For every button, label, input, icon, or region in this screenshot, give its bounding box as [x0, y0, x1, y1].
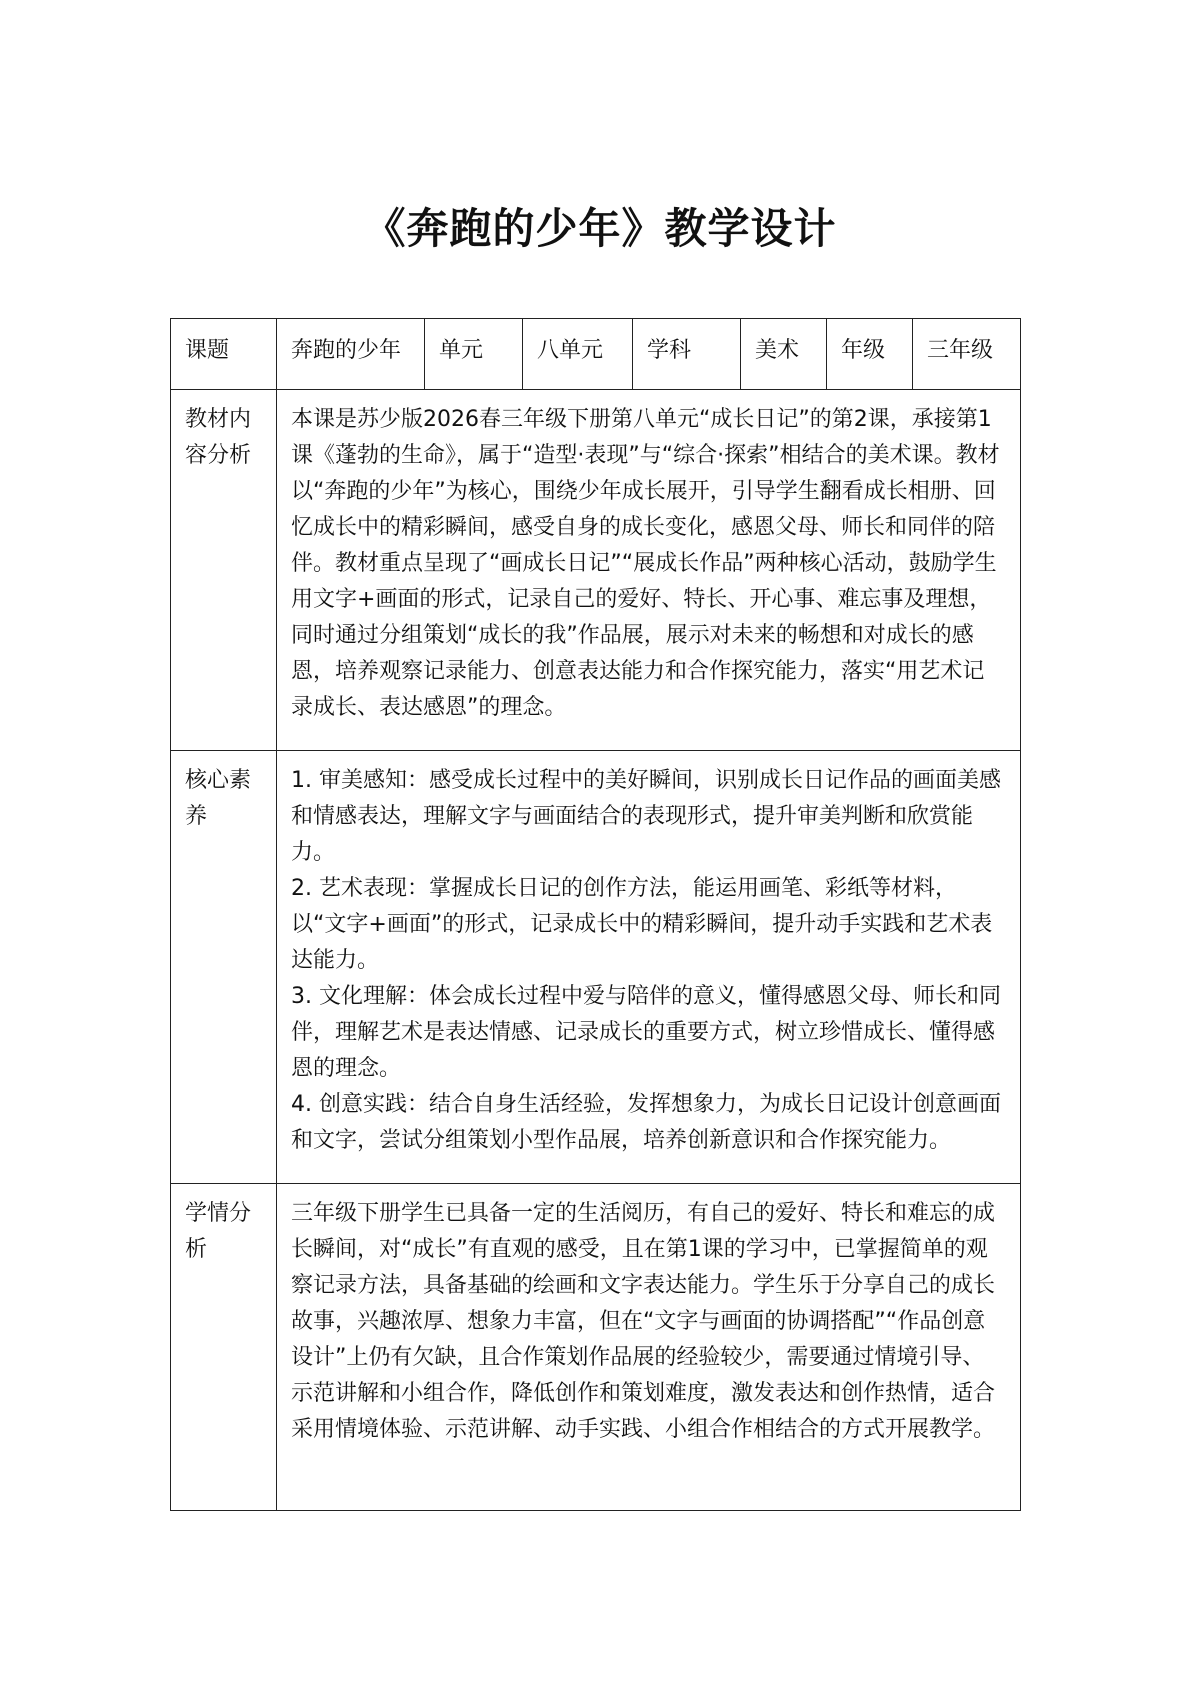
document-title: 《奔跑的少年》教学设计 [363, 204, 837, 253]
section-content [277, 390, 1021, 751]
section-row-learner-analysis [171, 1184, 1021, 1511]
section-row-core-literacy [171, 751, 1021, 1184]
section-row-material-analysis [171, 390, 1021, 751]
unit-value: 八单元 [523, 319, 633, 390]
section-paragraph: 1. 审美感知：感受成长过程中的美好瞬间，识别成长日记作品的画面美感和情感表达，理解文字与画面结合的表现形式，提升审美判断和欣赏能力。 [291, 768, 1001, 865]
section-paragraph: 3. 文化理解：体会成长过程中爱与陪伴的意义，懂得感恩父母、师长和同伴，理解艺术是表达情感、记录成长的重要方式，树立珍惜成长、懂得感恩的理念。 [291, 984, 1001, 1081]
lesson-plan-table [170, 318, 1021, 1511]
header-row [171, 319, 1021, 390]
subject-value: 美术 [741, 319, 827, 390]
subject-label: 学科 [633, 319, 741, 390]
section-content [277, 1184, 1021, 1511]
section-label: 核心素养 [171, 751, 277, 1184]
unit-label: 单元 [425, 319, 523, 390]
grade-label: 年级 [827, 319, 913, 390]
topic-value: 奔跑的少年 [277, 319, 425, 390]
section-paragraph: 三年级下册学生已具备一定的生活阅历，有自己的爱好、特长和难忘的成长瞬间，对“成长”有直观的感受，且在第1课的学习中，已掌握简单的观察记录方法，具备基础的绘画和文字表达能力。学生乐于分享自己的成长故事，兴趣浓厚、想象力丰富，但在“文字与画面的协调搭配”“作品创意设计”上仍有欠缺，且合作策划作品展的经验较少，需要通过情境引导、示范讲解和小组合作，降低创作和策划难度，激发表达和创作热情，适合采用情境体验、示范讲解、动手实践、小组合作相结合的方式开展教学。 [291, 1201, 996, 1442]
topic-label: 课题 [171, 319, 277, 390]
section-paragraph: 本课是苏少版2026春三年级下册第八单元“成长日记”的第2课，承接第1课《蓬勃的生命》，属于“造型·表现”与“综合·探索”相结合的美术课。教材以“奔跑的少年”为核心，围绕少年成长展开，引导学生翻看成长相册、回忆成长中的精彩瞬间，感受自身的成长变化，感恩父母、师长和同伴的陪伴。教材重点呈现了“画成长日记”“展成长作品”两种核心活动，鼓励学生用文字+画面的形式，记录自己的爱好、特长、开心事、难忘事及理想，同时通过分组策划“成长的我”作品展，展示对未来的畅想和对成长的感恩，培养观察记录能力、创意表达能力和合作探究能力，落实“用艺术记录成长、表达感恩”的理念。 [291, 407, 1000, 720]
section-content [277, 751, 1021, 1184]
section-label: 教材内容分析 [171, 390, 277, 751]
section-paragraph: 4. 创意实践：结合自身生活经验，发挥想象力，为成长日记设计创意画面和文字，尝试分组策划小型作品展，培养创新意识和合作探究能力。 [291, 1092, 1001, 1153]
section-paragraph: 2. 艺术表现：掌握成长日记的创作方法，能运用画笔、彩纸等材料，以“文字+画面”的形式，记录成长中的精彩瞬间，提升动手实践和艺术表达能力。 [291, 876, 993, 973]
grade-value: 三年级 [913, 319, 1021, 390]
section-label: 学情分析 [171, 1184, 277, 1511]
